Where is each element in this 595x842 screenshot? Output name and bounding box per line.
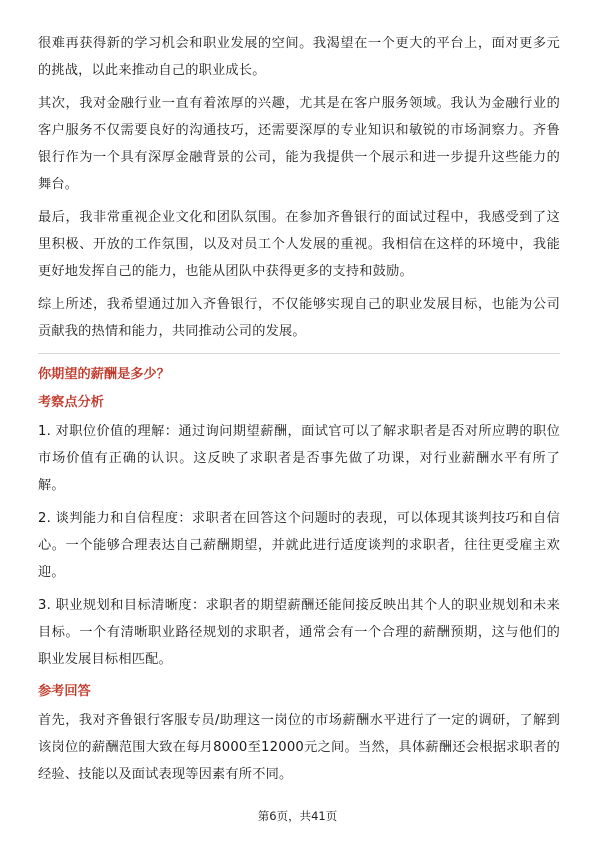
analysis-point-2: 2. 谈判能力和自信程度：求职者在回答这个问题时的表现，可以体现其谈判技巧和自信心。一个能够合理表达自己薪酬期望，并就此进行适度谈判的求职者，往往更受雇主欢迎。 (38, 511, 560, 580)
analysis-heading: 考察点分析 (38, 395, 104, 410)
section-divider (38, 353, 560, 354)
intro-paragraph-3: 最后，我非常重视企业文化和团队氛围。在参加齐鲁银行的面试过程中，我感受到了这里积极、开放的工作氛围，以及对员工个人发展的重视。我相信在这样的环境中，我能更好地发挥自己的能力，也能从团队中获得更多的支持和鼓励。 (38, 210, 560, 279)
intro-paragraph-4: 综上所述，我希望通过加入齐鲁银行，不仅能够实现自己的职业发展目标，也能为公司贡献我的热情和能力，共同推动公司的发展。 (38, 297, 560, 339)
intro-paragraph-2: 其次，我对金融行业一直有着浓厚的兴趣，尤其是在客户服务领域。我认为金融行业的客户服务不仅需要良好的沟通技巧，还需要深厚的专业知识和敏锐的市场洞察力。齐鲁银行作为一个具有深厚金融背景的公司，能为我提供一个展示和进一步提升这些能力的舞台。 (38, 96, 560, 192)
reference-paragraph: 首先，我对齐鲁银行客服专员/助理这一岗位的市场薪酬水平进行了一定的调研，了解到该岗位的薪酬范围大致在每月8000至12000元之间。当然，具体薪酬还会根据求职者的经验、技能以及面试表现等因素有所不同。 (38, 713, 560, 782)
document-page (38, 30, 560, 794)
question-heading: 你期望的薪酬是多少？ (38, 367, 170, 382)
page-number: 第6页，共41页 (257, 809, 338, 823)
reference-heading: 参考回答 (38, 684, 91, 699)
analysis-point-1: 1. 对职位价值的理解：通过询问期望薪酬，面试官可以了解求职者是否对所应聘的职位市场价值有正确的认识。这反映了求职者是否事先做了功课，对行业薪酬水平有所了解。 (38, 424, 560, 493)
analysis-point-3: 3. 职业规划和目标清晰度：求职者的期望薪酬还能间接反映出其个人的职业规划和未来目标。一个有清晰职业路径规划的求职者，通常会有一个合理的薪酬预期，这与他们的职业发展目标相匹配。 (38, 598, 560, 667)
intro-paragraph-1: 很难再获得新的学习机会和职业发展的空间。我渴望在一个更大的平台上，面对更多元的挑战，以此来推动自己的职业成长。 (38, 36, 560, 78)
